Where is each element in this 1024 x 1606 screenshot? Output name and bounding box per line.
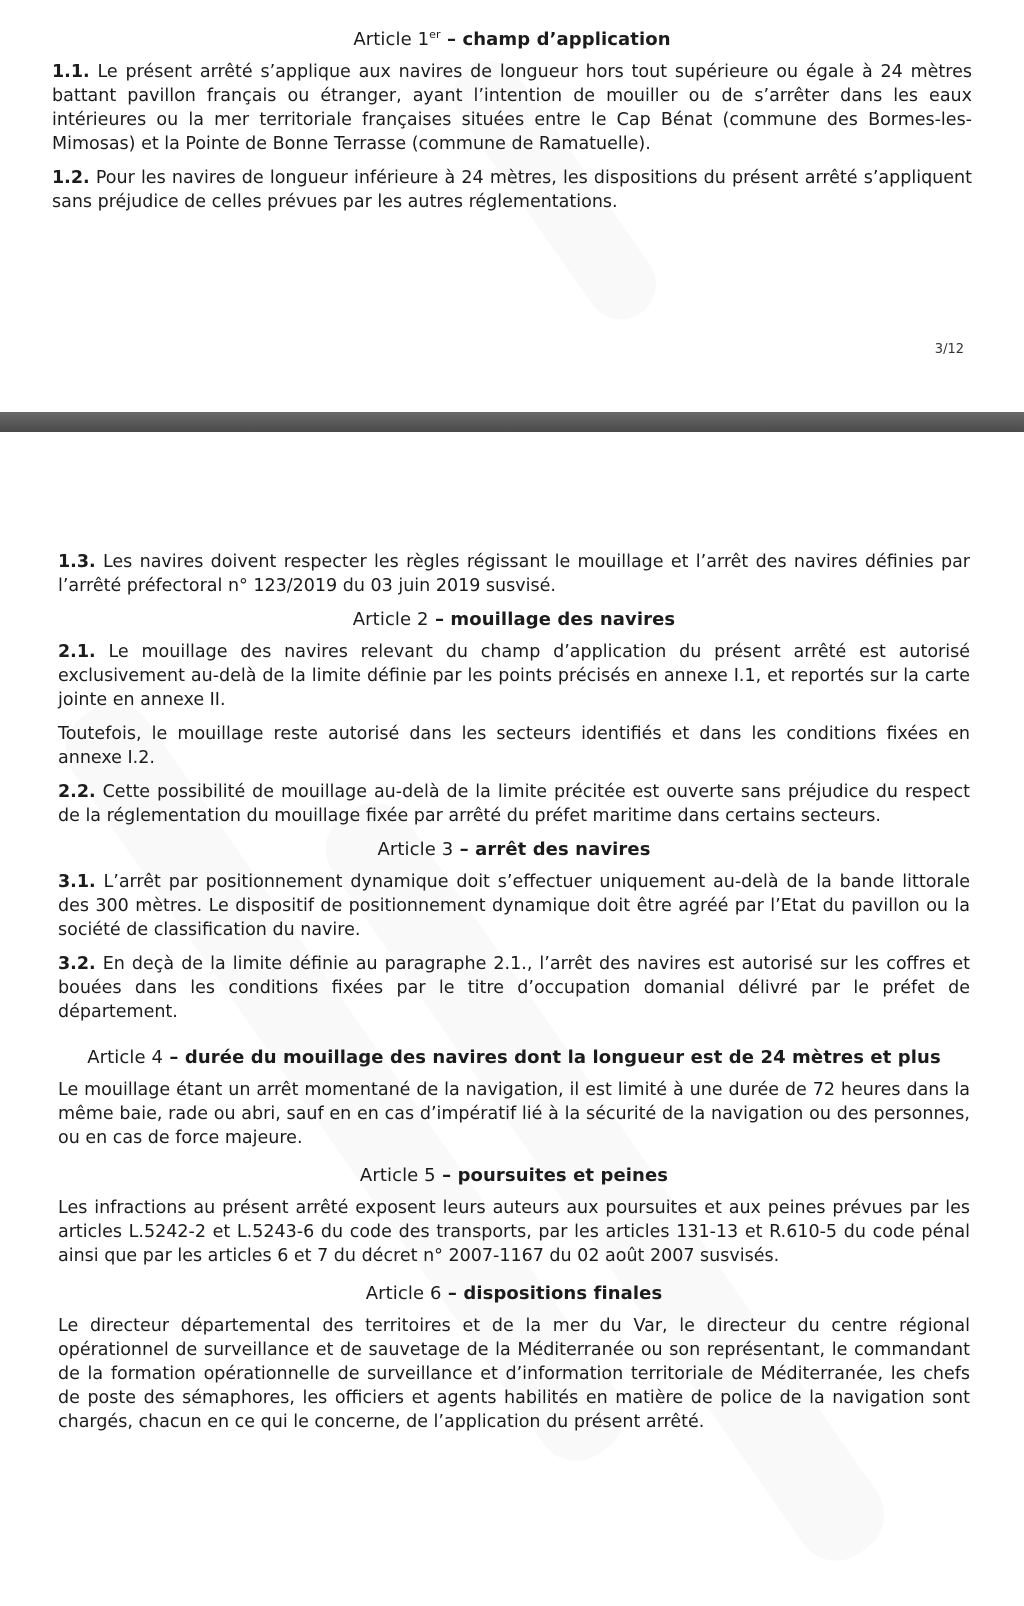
paragraph-text: Le présent arrêté s’applique aux navires de longueur hors tout supérieure ou égale à 24 mètres battant pavillon français ou étranger, ayant l’intention de mouiller ou de s’arrêter dans les eaux intérieures ou la mer territoriale françaises situées entre le Cap Bénat (commune des Bormes-les-Mimosas) et la Pointe de Bonne Terrasse (commune de Ramatuelle). bbox=[52, 62, 972, 154]
document-page-bottom bbox=[0, 432, 1024, 1606]
article-6-title: – dispositions finales bbox=[441, 1283, 663, 1304]
article-5-title: – poursuites et peines bbox=[435, 1165, 669, 1186]
paragraph-number: 1.1. bbox=[52, 62, 90, 82]
paragraph-text: Le mouillage des navires relevant du champ d’application du présent arrêté est autorisé exclusivement au-delà de la limite définie par les points précisés en annexe I.1, et reportés sur la carte jointe en annexe II. bbox=[58, 642, 970, 710]
paragraph-text: Le mouillage étant un arrêt momentané de la navigation, il est limité à une durée de 72 heures dans la même baie, rade ou abri, sauf en en cas d’impératif lié à la sécurité de la navigation ou des personnes, ou en cas de force majeure. bbox=[58, 1080, 970, 1148]
article-4-label: Article 4 bbox=[87, 1047, 164, 1068]
paragraph-text: Pour les navires de longueur inférieure à 24 mètres, les dispositions du présent arrêté s’appliquent sans préjudice de celles prévues par les autres réglementations. bbox=[52, 168, 972, 212]
paragraph-5 bbox=[58, 1196, 970, 1268]
article-1-title: – champ d’application bbox=[440, 29, 671, 50]
paragraph-text: Les navires doivent respecter les règles régissant le mouillage et l’arrêt des navires définies par l’arrêté préfectoral n° 123/2019 du 03 juin 2019 susvisé. bbox=[58, 552, 970, 596]
article-4-heading bbox=[58, 1046, 970, 1070]
article-2-label: Article 2 bbox=[352, 609, 429, 630]
paragraph-3-1 bbox=[58, 870, 970, 942]
paragraph-number: 2.2. bbox=[58, 782, 96, 802]
page-bottom-content bbox=[58, 550, 970, 1444]
article-1-superscript: er bbox=[429, 28, 441, 41]
page-divider bbox=[0, 412, 1024, 432]
paragraph-text: Les infractions au présent arrêté exposent leurs auteurs aux poursuites et aux peines prévues par les articles L.5242-2 et L.5243-6 du code des transports, par les articles 131-13 et R.610-5 du code pénal ainsi que par les articles 6 et 7 du décret n° 2007-1167 du 02 août 2007 susvisés. bbox=[58, 1198, 970, 1266]
paragraph-1-1 bbox=[52, 60, 972, 156]
paragraph-text: L’arrêt par positionnement dynamique doit s’effectuer uniquement au-delà de la bande littorale des 300 mètres. Le dispositif de positionnement dynamique doit être agréé par l’Etat du pavillon ou la société de classification du navire. bbox=[58, 872, 970, 940]
article-1-label: Article 1 bbox=[353, 29, 430, 50]
article-5-heading bbox=[58, 1164, 970, 1188]
paragraph-number: 1.3. bbox=[58, 552, 96, 572]
paragraph-text: Cette possibilité de mouillage au-delà de la limite précitée est ouverte sans préjudice du respect de la réglementation du mouillage fixée par arrêté du préfet maritime dans certains secteurs. bbox=[58, 782, 970, 826]
article-6-heading bbox=[58, 1282, 970, 1306]
paragraph-6 bbox=[58, 1314, 970, 1434]
paragraph-text: Toutefois, le mouillage reste autorisé dans les secteurs identifiés et dans les conditions fixées en annexe I.2. bbox=[58, 724, 970, 768]
paragraph-4 bbox=[58, 1078, 970, 1150]
article-2-title: – mouillage des navires bbox=[428, 609, 676, 630]
paragraph-number: 3.2. bbox=[58, 954, 96, 974]
article-1-heading bbox=[52, 28, 972, 52]
document-page-top bbox=[0, 0, 1024, 412]
article-3-title: – arrêt des navires bbox=[453, 839, 651, 860]
paragraph-2-1 bbox=[58, 640, 970, 712]
paragraph-number: 3.1. bbox=[58, 872, 96, 892]
article-2-heading bbox=[58, 608, 970, 632]
paragraph-2-1-continued bbox=[58, 722, 970, 770]
article-5-label: Article 5 bbox=[359, 1165, 436, 1186]
paragraph-number: 2.1. bbox=[58, 642, 96, 662]
paragraph-1-3 bbox=[58, 550, 970, 598]
article-3-heading bbox=[58, 838, 970, 862]
paragraph-3-2 bbox=[58, 952, 970, 1024]
page-top-content bbox=[52, 28, 972, 224]
paragraph-2-2 bbox=[58, 780, 970, 828]
paragraph-text: En deçà de la limite définie au paragraphe 2.1., l’arrêt des navires est autorisé sur les coffres et bouées dans les conditions fixées par le titre d’occupation domanial délivré par le préfet de département. bbox=[58, 954, 970, 1022]
article-4-title: – durée du mouillage des navires dont la longueur est de 24 mètres et plus bbox=[163, 1047, 941, 1068]
page-number: 3/12 bbox=[934, 342, 964, 357]
paragraph-text: Le directeur départemental des territoires et de la mer du Var, le directeur du centre régional opérationnel de surveillance et de sauvetage de la Méditerranée ou son représentant, le commandant de la formation opérationnelle de surveillance et d’information territoriale de Méditerranée, les chefs de poste des sémaphores, les officiers et agents habilités en matière de police de la navigation sont chargés, chacun en ce qui le concerne, de l’application du présent arrêté. bbox=[58, 1316, 970, 1432]
article-3-label: Article 3 bbox=[377, 839, 454, 860]
paragraph-1-2 bbox=[52, 166, 972, 214]
article-6-label: Article 6 bbox=[365, 1283, 442, 1304]
paragraph-number: 1.2. bbox=[52, 168, 90, 188]
